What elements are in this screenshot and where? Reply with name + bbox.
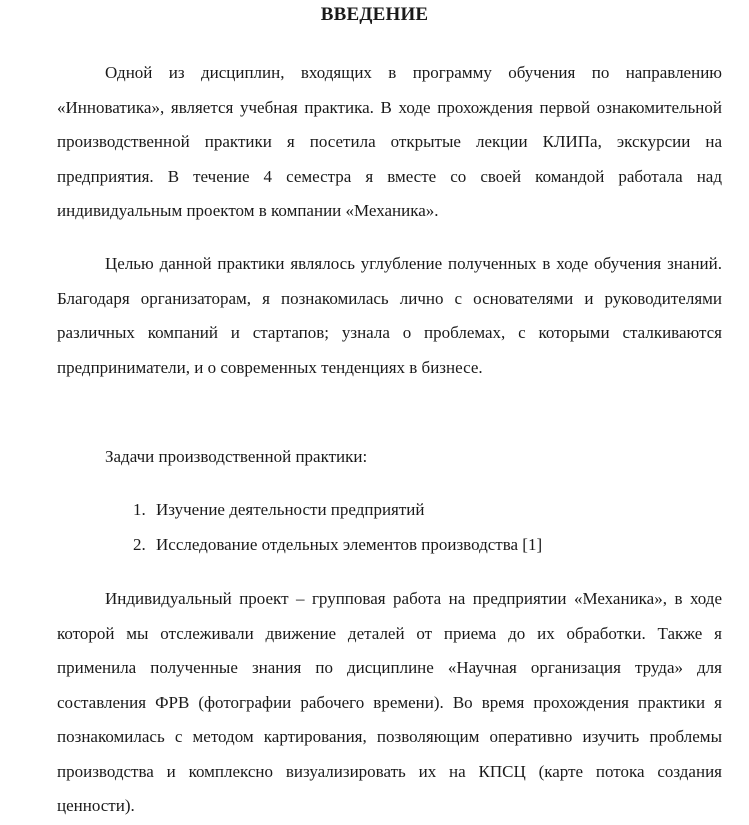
list-item-text: Изучение деятельности предприятий: [156, 500, 425, 519]
page-title: ВВЕДЕНИЕ: [320, 4, 429, 25]
list-item-text: Исследование отдельных элементов производства [1]: [156, 534, 543, 554]
goal-paragraph: Целью данной практики являлось углубление полученных в ходе обучения знаний. Благодаря организаторам, я познакомилась лично с основателями и руководителями различных компаний и стартапов; узнала о проблемах, с которыми сталкиваются предприниматели, и о современных тенденциях в бизнесе.: [57, 254, 722, 377]
intro-paragraph: Одной из дисциплин, входящих в программу обучения по направлению «Инноватика», является учебная практика. В ходе прохождения первой ознакомительной производственной практики я посетила открытые лекции КЛИПа, экскурсии на предприятия. В течение 4 семестра я вместе со своей командой работала над индивидуальным проектом в компании «Механика».: [57, 63, 722, 220]
tasks-list: [125, 493, 542, 562]
list-item: [125, 528, 542, 563]
project-paragraph: Индивидуальный проект – групповая работа на предприятии «Механика», в ходе которой мы отслеживали движение деталей от приема до их обработки. Также я применила полученные знания по дисциплине «Научная организация труда» для составления ФРВ (фотографии рабочего времени). Во время прохождения практики я познакомилась с методом картирования, позволяющим оперативно изучить проблемы производства и комплексно визуализировать их на КПСЦ (карте потока создания ценности).: [57, 589, 722, 815]
list-item: [125, 493, 542, 528]
tasks-heading: Задачи производственной практики:: [105, 447, 368, 466]
list-item-number: 2.: [133, 534, 146, 554]
list-item-number: 1.: [133, 500, 146, 519]
